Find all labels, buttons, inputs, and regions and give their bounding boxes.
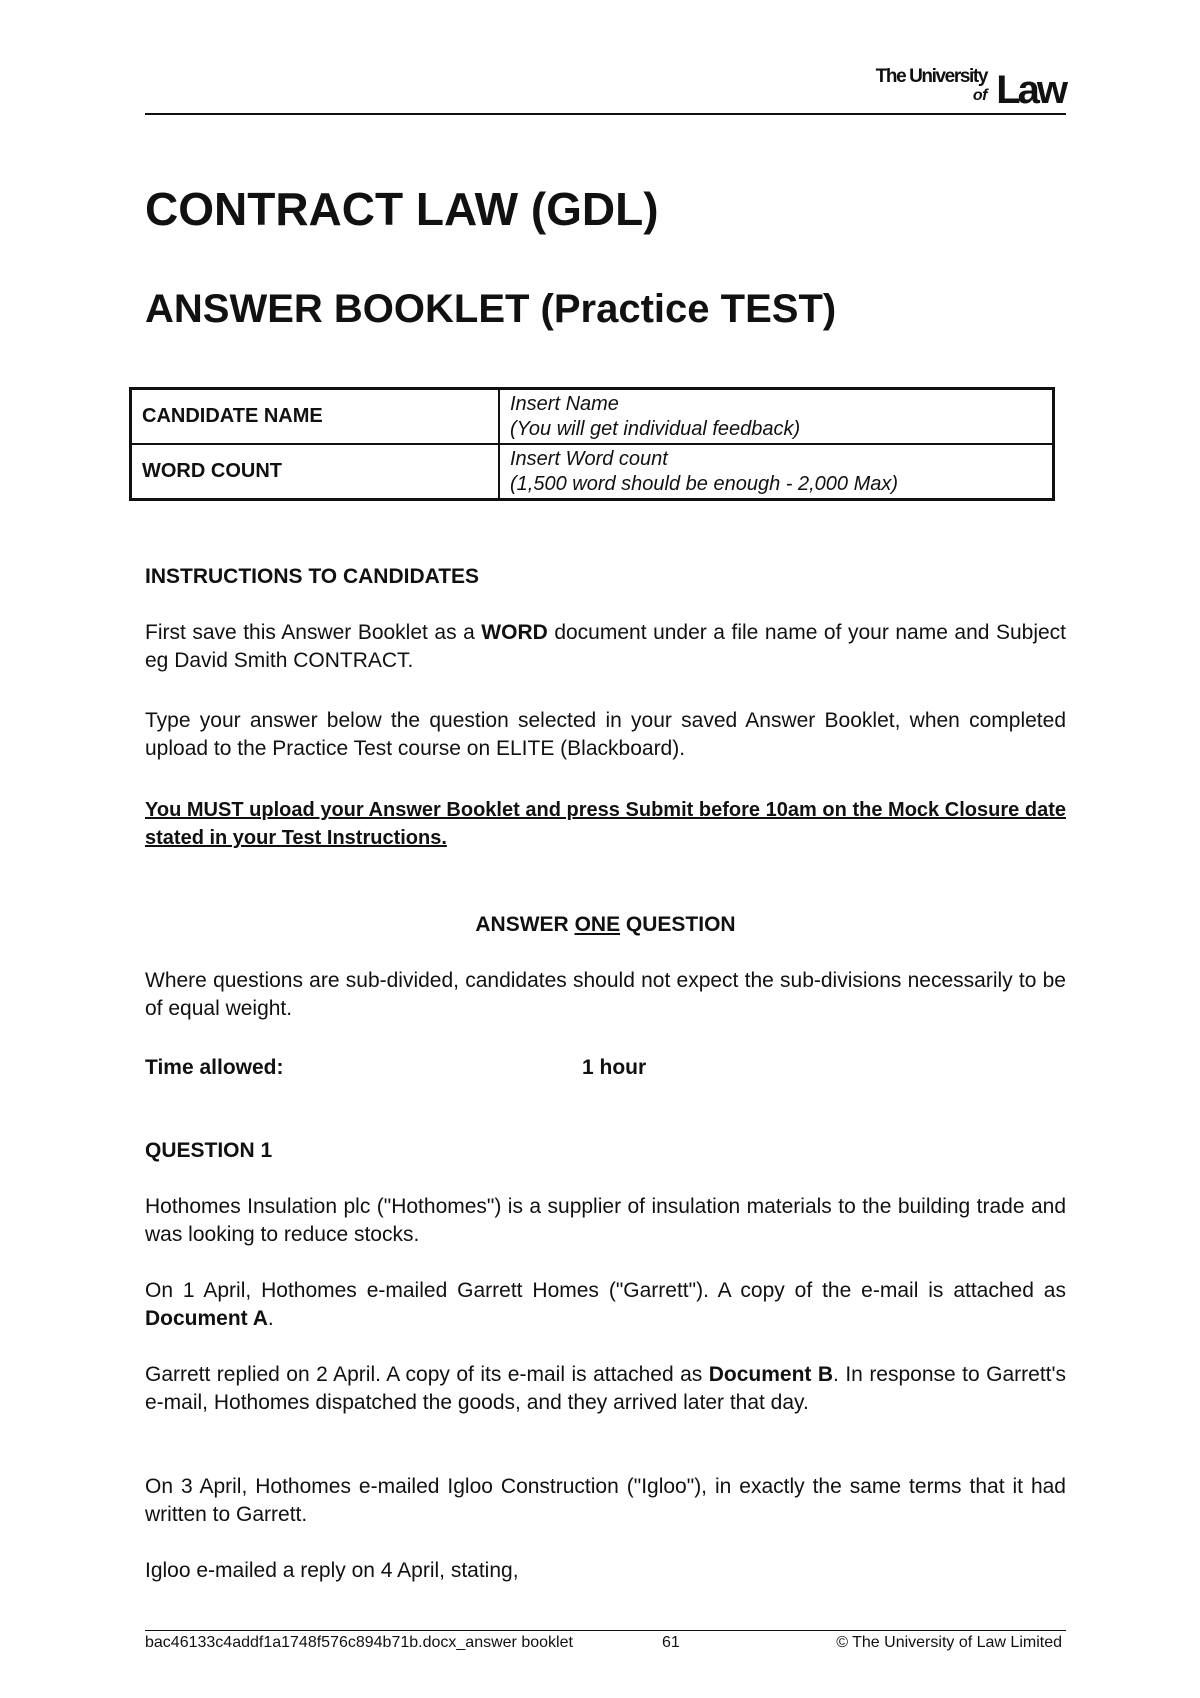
- candidate-name-field[interactable]: [499, 389, 1054, 445]
- time-allowed-label: Time allowed:: [145, 1056, 284, 1079]
- time-allowed-value: 1 hour: [582, 1056, 647, 1079]
- text-run: .: [267, 1307, 274, 1330]
- logo-text-law: Law: [996, 68, 1065, 112]
- document-a-reference: Document A: [145, 1307, 268, 1330]
- table-row: [131, 444, 1054, 500]
- logo-text-university: The University: [875, 66, 987, 87]
- upload-deadline-notice: You MUST upload your Answer Booklet and press Submit before 10am on the Mock Closure date stated in your Test Instructions.: [145, 799, 1066, 849]
- word-count-placeholder: Insert Word count: [510, 447, 668, 470]
- answer-one-heading: [145, 911, 1066, 939]
- question-1-paragraph-3: [145, 1361, 1066, 1417]
- word-count-label: WORD COUNT: [131, 444, 500, 500]
- document-b-reference: Document B: [708, 1363, 834, 1386]
- subdivided-note: Where questions are sub-divided, candidates should not expect the sub-divisions necessarily to be of equal weight.: [145, 969, 1066, 1020]
- text-run: Garrett replied on 2 April. A copy of its e-mail is attached as: [145, 1363, 709, 1386]
- instructions-paragraph-1: [145, 619, 1066, 675]
- candidate-table: [129, 387, 1055, 501]
- candidate-name-placeholder: Insert Name: [510, 392, 619, 415]
- footer-rule: [145, 1630, 1066, 1631]
- text-run: First save this Answer Booklet as a: [145, 621, 482, 644]
- text-run: ANSWER: [475, 913, 575, 936]
- time-allowed: [145, 1054, 1066, 1082]
- question-1-paragraph-1: Hothomes Insulation plc ("Hothomes") is a supplier of insulation materials to the building trade and was looking to reduce stocks.: [145, 1195, 1066, 1246]
- candidate-name-label: CANDIDATE NAME: [131, 389, 500, 445]
- document-title: CONTRACT LAW (GDL): [145, 183, 659, 235]
- header-rule: [145, 113, 1066, 115]
- footer-filename: bac46133c4addf1a1748f576c894b71b.docx_answer booklet: [145, 1634, 573, 1651]
- word-count-hint: (1,500 word should be enough - 2,000 Max): [510, 472, 899, 495]
- instructions-heading: INSTRUCTIONS TO CANDIDATES: [145, 565, 480, 588]
- question-1-heading: QUESTION 1: [145, 1139, 273, 1162]
- one-underlined: ONE: [574, 913, 621, 936]
- logo-text-of: of: [972, 87, 987, 104]
- university-logo: [855, 66, 1065, 112]
- word-emphasis: WORD: [481, 621, 548, 644]
- candidate-name-hint: (You will get individual feedback): [510, 417, 801, 440]
- word-count-field[interactable]: [499, 444, 1054, 500]
- text-run: document under a file name of your name and Subject eg David Smith CONTRACT.: [145, 621, 1067, 672]
- text-run: . In response to Garrett's e-mail, Hothomes dispatched the goods, and they arrived later that day.: [145, 1363, 1066, 1414]
- text-run: QUESTION: [620, 913, 736, 936]
- question-1-paragraph-2: [145, 1277, 1066, 1333]
- table-row: [131, 389, 1054, 445]
- footer-page-number: 61: [662, 1634, 680, 1651]
- text-run: On 1 April, Hothomes e-mailed Garrett Homes ("Garrett"). A copy of the e-mail is attached as: [145, 1279, 1066, 1302]
- instructions-paragraph-2: Type your answer below the question selected in your saved Answer Booklet, when completed upload to the Practice Test course on ELITE (Blackboard).: [145, 709, 1066, 760]
- document-subtitle: ANSWER BOOKLET (Practice TEST): [145, 287, 837, 331]
- question-1-paragraph-4: On 3 April, Hothomes e-mailed Igloo Construction ("Igloo"), in exactly the same terms that it had written to Garrett.: [145, 1475, 1066, 1526]
- question-1-paragraph-5: Igloo e-mailed a reply on 4 April, stating,: [145, 1559, 519, 1582]
- footer-copyright: © The University of Law Limited: [836, 1634, 1062, 1651]
